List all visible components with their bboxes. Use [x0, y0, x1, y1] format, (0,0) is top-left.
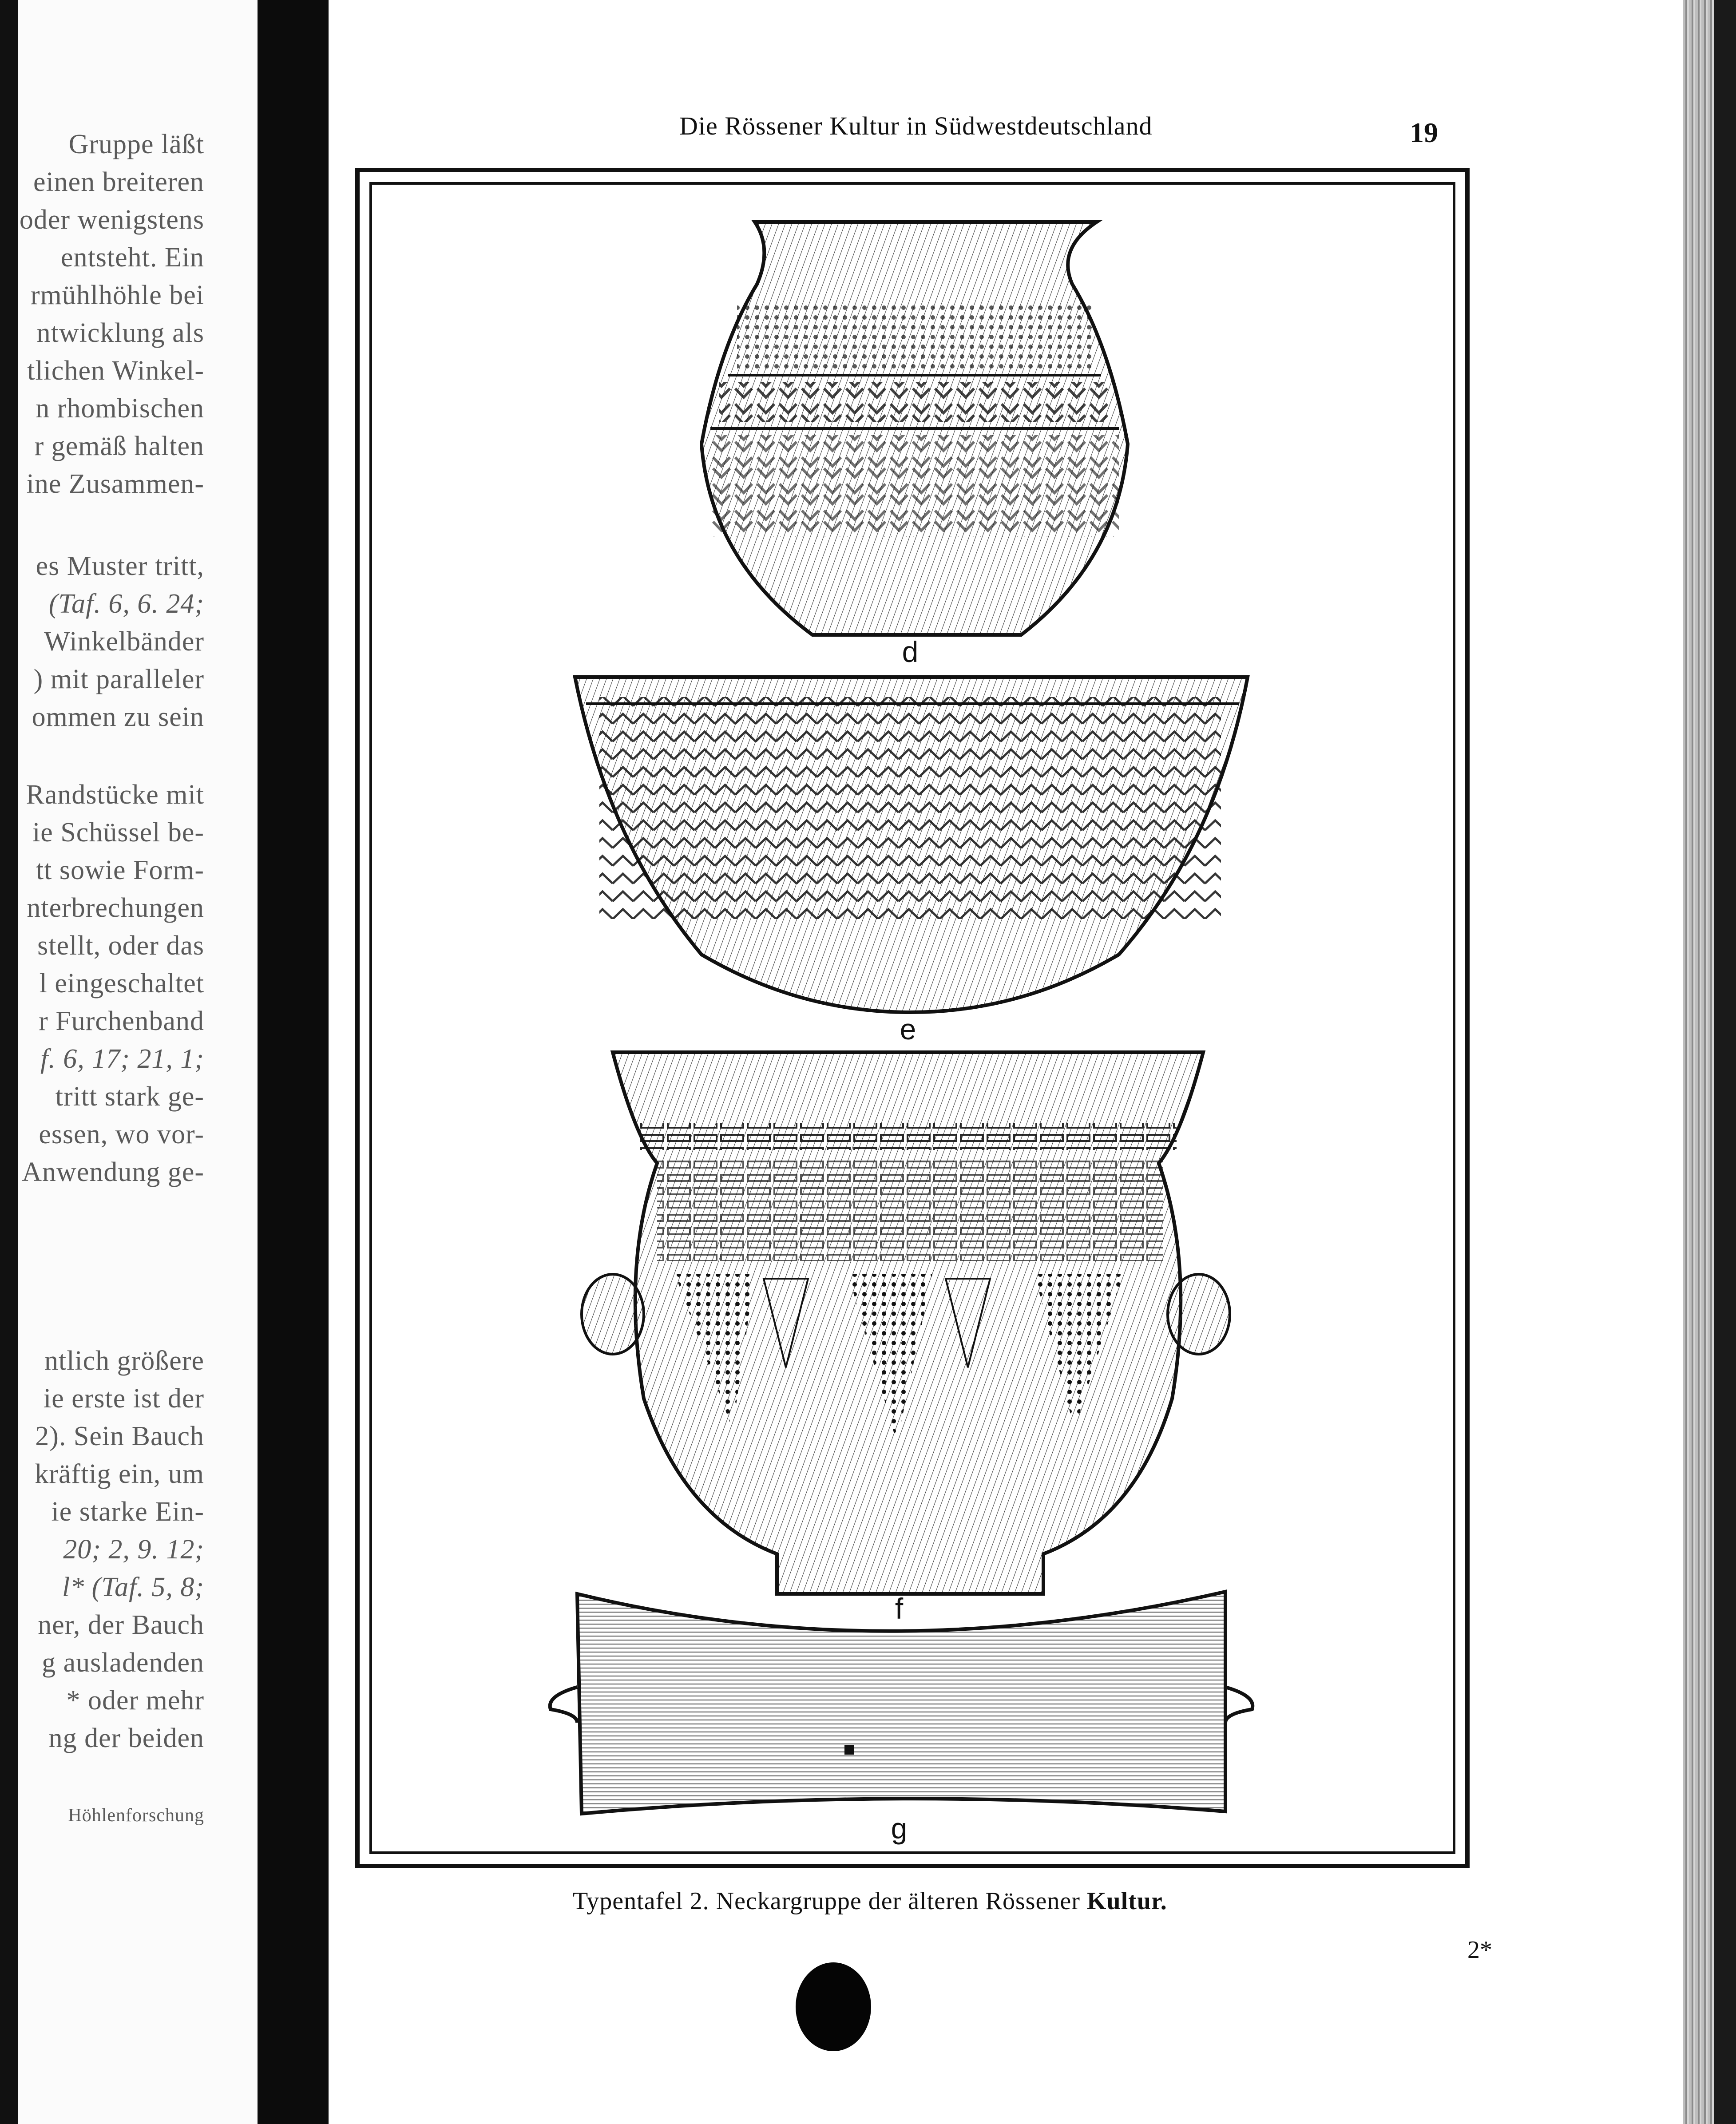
left-text-line: ) mit paralleler	[33, 664, 204, 694]
left-text-line: Gruppe läßt	[68, 129, 204, 159]
caption-text: Typentafel 2. Neckargruppe der älteren Rössener	[573, 1887, 1087, 1915]
left-text-line: tt sowie Form-	[36, 855, 204, 885]
figure-caption	[573, 1887, 1167, 1915]
left-text-line: Winkelbänder	[44, 626, 204, 657]
left-text-line: kräftig ein, um	[35, 1459, 204, 1489]
left-text-line: r gemäß halten	[34, 431, 204, 461]
book-page-edges	[1683, 0, 1736, 2124]
left-text-line: ng der beiden	[48, 1723, 204, 1753]
vessel-d-drawing	[702, 222, 1128, 635]
left-text-line: l* (Taf. 5, 8;	[62, 1572, 204, 1602]
vessel-label-d: d	[902, 635, 919, 668]
left-text-line: n rhombischen	[36, 393, 204, 424]
left-text-line: oder wenigstens	[19, 205, 204, 235]
left-text-line: l eingeschaltet	[39, 968, 204, 999]
left-text-line: 20; 2, 9. 12;	[63, 1534, 204, 1565]
vessel-f-drawing	[582, 1052, 1230, 1594]
left-text-line: ner, der Bauch	[38, 1610, 204, 1640]
vessel-label-e: e	[900, 1013, 916, 1046]
left-text-line: * oder mehr	[66, 1685, 204, 1716]
left-text-line: tlichen Winkel-	[27, 356, 204, 386]
left-text-line: ntwicklung als	[36, 318, 204, 348]
left-text-line: tritt stark ge-	[55, 1082, 204, 1112]
left-text-line: ommen zu sein	[32, 702, 204, 732]
left-text-line: rmühlhöhle bei	[30, 280, 204, 310]
left-text-line: entsteht. Ein	[61, 242, 204, 273]
left-text-line: stellt, oder das	[37, 931, 204, 961]
left-text-line: Anwendung ge-	[22, 1157, 204, 1187]
vessel-label-g: g	[891, 1812, 908, 1845]
vessel-e-drawing	[575, 677, 1248, 1012]
left-text-line: f. 6, 17; 21, 1;	[40, 1044, 204, 1074]
signature-mark: 2*	[1467, 1936, 1492, 1964]
left-footnote-line: Höhlenforschung	[68, 1805, 204, 1826]
left-text-line: ie starke Ein-	[51, 1497, 204, 1527]
left-text-line: 2). Sein Bauch	[35, 1421, 204, 1451]
left-text-line: Randstücke mit	[26, 780, 204, 810]
left-text-line: ie Schüssel be-	[32, 817, 204, 848]
left-text-line: g ausladenden	[42, 1648, 204, 1678]
ink-blot	[796, 1962, 871, 2051]
left-text-line: essen, wo vor-	[39, 1119, 204, 1149]
page-number: 19	[1410, 117, 1438, 148]
left-text-line: einen breiteren	[33, 167, 204, 197]
vessel-label-f: f	[895, 1592, 904, 1625]
left-text-line: r Furchenband	[39, 1006, 204, 1036]
caption-emphasis: Kultur.	[1086, 1887, 1167, 1915]
left-text-line: nterbrechungen	[27, 893, 204, 923]
left-text-line: ine Zusammen-	[26, 469, 204, 499]
left-text-line: ntlich größere	[44, 1346, 204, 1376]
left-text-line: ie erste ist der	[43, 1383, 204, 1414]
left-text-line: (Taf. 6, 6. 24;	[48, 589, 204, 619]
left-text-line: es Muster tritt,	[36, 551, 204, 581]
running-title: Die Rössener Kultur in Südwestdeutschland	[679, 111, 1153, 140]
